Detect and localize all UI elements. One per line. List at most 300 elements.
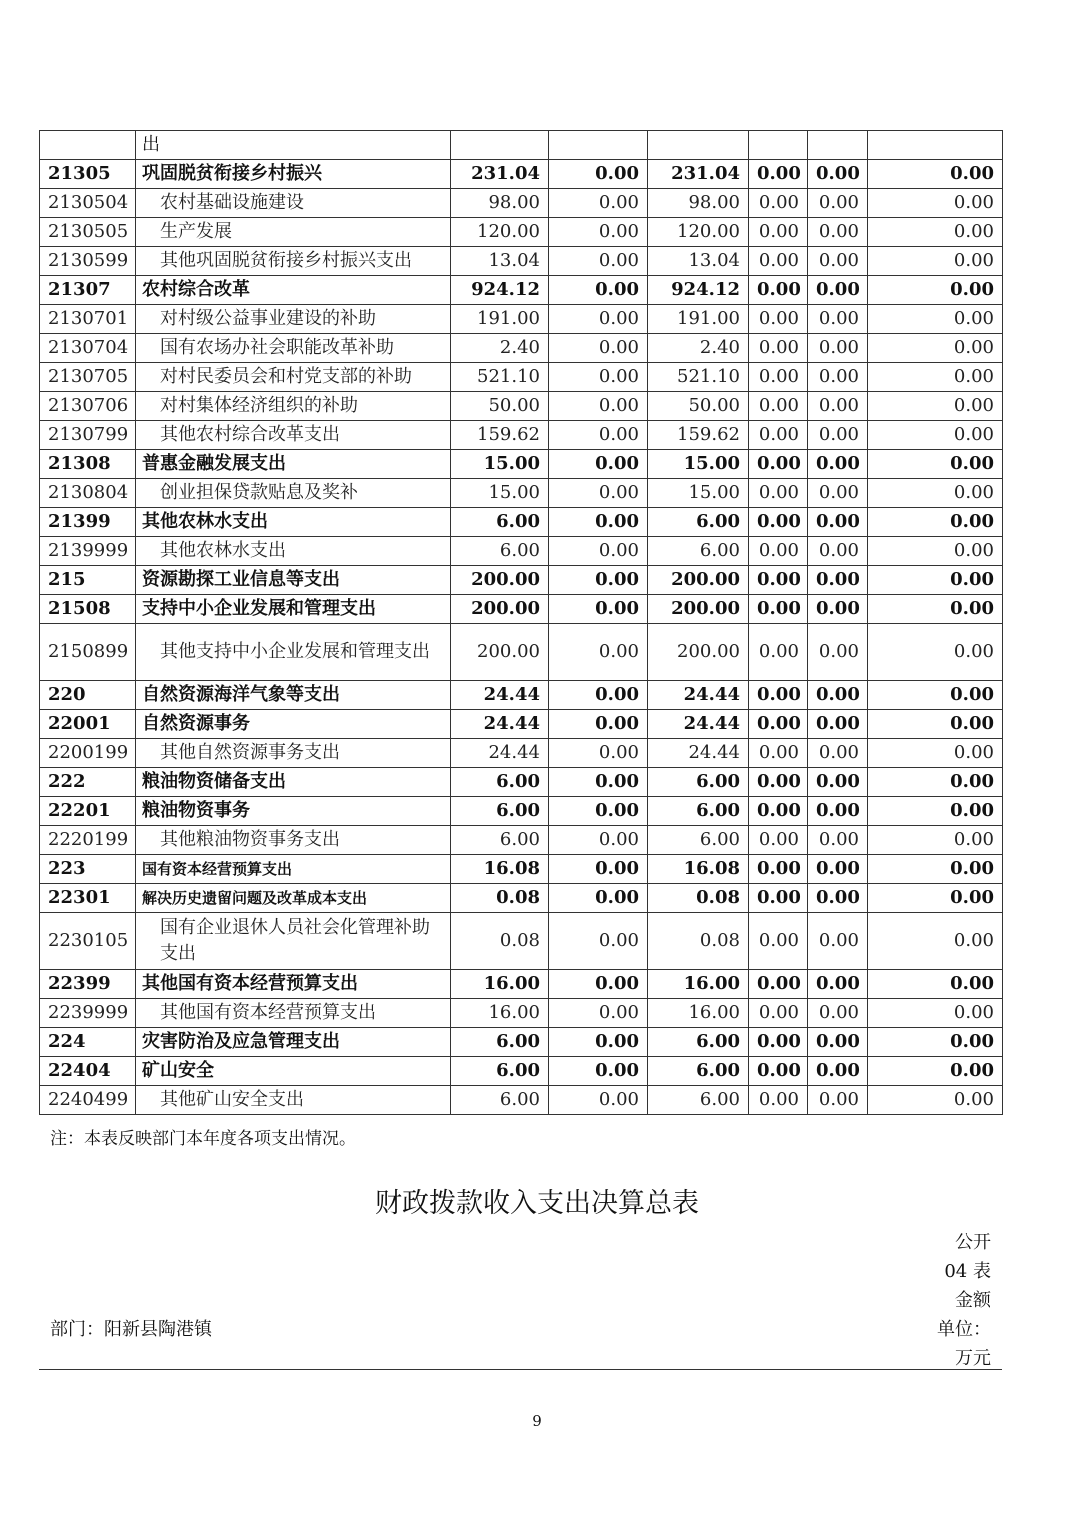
cell-value-4: 0.00 xyxy=(749,421,808,450)
cell-value-3: 521.10 xyxy=(648,363,749,392)
cell-value-5: 0.00 xyxy=(808,1057,868,1086)
cell-value-2: 0.00 xyxy=(549,970,648,999)
cell-value-4: 0.00 xyxy=(749,768,808,797)
cell-value-2: 0.00 xyxy=(549,305,648,334)
cell-value-2: 0.00 xyxy=(549,247,648,276)
cell-value-2: 0.00 xyxy=(549,276,648,305)
cell-value-1: 13.04 xyxy=(451,247,549,276)
cell-code: 2130799 xyxy=(40,421,136,450)
cell-value-1: 6.00 xyxy=(451,508,549,537)
cell-value-4: 0.00 xyxy=(749,566,808,595)
cell-value-1: 231.04 xyxy=(451,160,549,189)
cell-value-3: 16.00 xyxy=(648,999,749,1028)
table-row xyxy=(40,1086,1003,1115)
cell-value-4: 0.00 xyxy=(749,999,808,1028)
table-row xyxy=(40,131,1003,160)
cell-code: 223 xyxy=(40,855,136,884)
table-row xyxy=(40,970,1003,999)
cell-value-6: 0.00 xyxy=(868,797,1003,826)
cell-value-5: 0.00 xyxy=(808,681,868,710)
cell-code: 2130704 xyxy=(40,334,136,363)
cell-value-5 xyxy=(808,131,868,160)
cell-value-3: 24.44 xyxy=(648,710,749,739)
cell-name: 农村基础设施建设 xyxy=(136,189,451,218)
cell-value-4: 0.00 xyxy=(749,1057,808,1086)
cell-value-4: 0.00 xyxy=(749,334,808,363)
cell-name: 其他支持中小企业发展和管理支出 xyxy=(136,624,451,681)
cell-value-4: 0.00 xyxy=(749,797,808,826)
cell-value-5: 0.00 xyxy=(808,479,868,508)
cell-value-4: 0.00 xyxy=(749,508,808,537)
cell-value-2: 0.00 xyxy=(549,508,648,537)
cell-value-6: 0.00 xyxy=(868,537,1003,566)
cell-code: 2230105 xyxy=(40,913,136,970)
cell-value-5: 0.00 xyxy=(808,710,868,739)
cell-name: 国有农场办社会职能改革补助 xyxy=(136,334,451,363)
cell-code: 224 xyxy=(40,1028,136,1057)
table-row xyxy=(40,681,1003,710)
cell-value-6: 0.00 xyxy=(868,913,1003,970)
cell-value-1: 6.00 xyxy=(451,1028,549,1057)
cell-code: 21305 xyxy=(40,160,136,189)
table-row xyxy=(40,305,1003,334)
cell-value-3: 924.12 xyxy=(648,276,749,305)
cell-value-5: 0.00 xyxy=(808,276,868,305)
cell-value-4: 0.00 xyxy=(749,826,808,855)
cell-value-6: 0.00 xyxy=(868,1086,1003,1115)
cell-value-4: 0.00 xyxy=(749,450,808,479)
cell-value-1: 98.00 xyxy=(451,189,549,218)
table-body xyxy=(40,131,1003,1115)
cell-name: 对村民委员会和村党支部的补助 xyxy=(136,363,451,392)
cell-value-2: 0.00 xyxy=(549,479,648,508)
cell-value-2: 0.00 xyxy=(549,421,648,450)
cell-value-5: 0.00 xyxy=(808,970,868,999)
table-row xyxy=(40,160,1003,189)
table-row xyxy=(40,797,1003,826)
cell-value-6: 0.00 xyxy=(868,247,1003,276)
cell-value-4: 0.00 xyxy=(749,363,808,392)
cell-value-2: 0.00 xyxy=(549,334,648,363)
cell-value-1: 24.44 xyxy=(451,710,549,739)
table-row xyxy=(40,855,1003,884)
cell-value-6: 0.00 xyxy=(868,595,1003,624)
cell-value-4: 0.00 xyxy=(749,189,808,218)
cell-value-3: 200.00 xyxy=(648,595,749,624)
cell-value-3: 159.62 xyxy=(648,421,749,450)
cell-value-1: 200.00 xyxy=(451,566,549,595)
table-row xyxy=(40,450,1003,479)
cell-value-4: 0.00 xyxy=(749,537,808,566)
cell-value-2: 0.00 xyxy=(549,189,648,218)
expenditure-table xyxy=(39,130,1003,1115)
cell-code: 2220199 xyxy=(40,826,136,855)
cell-value-4: 0.00 xyxy=(749,1028,808,1057)
cell-value-6 xyxy=(868,131,1003,160)
cell-value-1: 200.00 xyxy=(451,595,549,624)
cell-code: 2130701 xyxy=(40,305,136,334)
table-row xyxy=(40,1057,1003,1086)
cell-value-4: 0.00 xyxy=(749,884,808,913)
table-row xyxy=(40,739,1003,768)
cell-name: 支持中小企业发展和管理支出 xyxy=(136,595,451,624)
table-row xyxy=(40,768,1003,797)
cell-value-3: 120.00 xyxy=(648,218,749,247)
table-row xyxy=(40,363,1003,392)
cell-value-2: 0.00 xyxy=(549,797,648,826)
cell-value-3: 24.44 xyxy=(648,739,749,768)
cell-value-6: 0.00 xyxy=(868,566,1003,595)
table-row xyxy=(40,479,1003,508)
cell-code: 2139999 xyxy=(40,537,136,566)
cell-value-2: 0.00 xyxy=(549,1086,648,1115)
cell-value-5: 0.00 xyxy=(808,624,868,681)
cell-value-4: 0.00 xyxy=(749,595,808,624)
cell-value-2: 0.00 xyxy=(549,681,648,710)
cell-value-6: 0.00 xyxy=(868,826,1003,855)
cell-value-5: 0.00 xyxy=(808,450,868,479)
cell-value-4: 0.00 xyxy=(749,247,808,276)
cell-name: 国有企业退休人员社会化管理补助支出 xyxy=(136,913,451,970)
cell-value-1: 0.08 xyxy=(451,884,549,913)
cell-name: 其他农林水支出 xyxy=(136,508,451,537)
cell-value-5: 0.00 xyxy=(808,363,868,392)
cell-value-5: 0.00 xyxy=(808,855,868,884)
cell-name: 其他粮油物资事务支出 xyxy=(136,826,451,855)
cell-value-1: 24.44 xyxy=(451,681,549,710)
cell-name: 对村集体经济组织的补助 xyxy=(136,392,451,421)
cell-value-3: 50.00 xyxy=(648,392,749,421)
cell-value-4: 0.00 xyxy=(749,739,808,768)
cell-value-1: 50.00 xyxy=(451,392,549,421)
cell-value-2: 0.00 xyxy=(549,160,648,189)
cell-value-1: 159.62 xyxy=(451,421,549,450)
cell-code: 220 xyxy=(40,681,136,710)
cell-name: 灾害防治及应急管理支出 xyxy=(136,1028,451,1057)
cell-value-2: 0.00 xyxy=(549,363,648,392)
cell-value-5: 0.00 xyxy=(808,537,868,566)
cell-value-3: 2.40 xyxy=(648,334,749,363)
cell-value-1: 6.00 xyxy=(451,1057,549,1086)
cell-value-4: 0.00 xyxy=(749,160,808,189)
cell-value-6: 0.00 xyxy=(868,276,1003,305)
cell-name: 农村综合改革 xyxy=(136,276,451,305)
section-title: 财政拨款收入支出决算总表 xyxy=(375,1188,699,1219)
cell-value-2: 0.00 xyxy=(549,826,648,855)
cell-value-5: 0.00 xyxy=(808,999,868,1028)
cell-name: 国有资本经营预算支出 xyxy=(136,855,451,884)
cell-name: 粮油物资储备支出 xyxy=(136,768,451,797)
cell-value-5: 0.00 xyxy=(808,913,868,970)
unit-label-line2: 单位： xyxy=(937,1319,991,1340)
cell-value-5: 0.00 xyxy=(808,826,868,855)
cell-value-3: 6.00 xyxy=(648,1086,749,1115)
cell-code: 22001 xyxy=(40,710,136,739)
cell-value-5: 0.00 xyxy=(808,334,868,363)
cell-value-1: 6.00 xyxy=(451,797,549,826)
cell-value-1: 191.00 xyxy=(451,305,549,334)
cell-name: 其他巩固脱贫衔接乡村振兴支出 xyxy=(136,247,451,276)
cell-code: 222 xyxy=(40,768,136,797)
cell-code xyxy=(40,131,136,160)
cell-value-5: 0.00 xyxy=(808,768,868,797)
cell-value-6: 0.00 xyxy=(868,739,1003,768)
table-row xyxy=(40,710,1003,739)
cell-name: 其他农村综合改革支出 xyxy=(136,421,451,450)
cell-value-1: 16.00 xyxy=(451,970,549,999)
table-row xyxy=(40,537,1003,566)
cell-name: 自然资源海洋气象等支出 xyxy=(136,681,451,710)
cell-value-5: 0.00 xyxy=(808,797,868,826)
cell-value-6: 0.00 xyxy=(868,189,1003,218)
cell-value-6: 0.00 xyxy=(868,421,1003,450)
cell-value-6: 0.00 xyxy=(868,160,1003,189)
cell-name: 其他国有资本经营预算支出 xyxy=(136,970,451,999)
cell-value-2: 0.00 xyxy=(549,1028,648,1057)
cell-name: 创业担保贷款贴息及奖补 xyxy=(136,479,451,508)
cell-value-1: 15.00 xyxy=(451,479,549,508)
cell-value-2: 0.00 xyxy=(549,999,648,1028)
cell-value-1: 0.08 xyxy=(451,913,549,970)
cell-value-1: 6.00 xyxy=(451,537,549,566)
cell-value-3: 13.04 xyxy=(648,247,749,276)
cell-value-2: 0.00 xyxy=(549,1057,648,1086)
table-row xyxy=(40,1028,1003,1057)
cell-code: 2150899 xyxy=(40,624,136,681)
cell-value-6: 0.00 xyxy=(868,218,1003,247)
cell-value-5: 0.00 xyxy=(808,566,868,595)
cell-name: 自然资源事务 xyxy=(136,710,451,739)
cell-value-1: 924.12 xyxy=(451,276,549,305)
cell-value-3 xyxy=(648,131,749,160)
cell-value-3: 6.00 xyxy=(648,508,749,537)
table-tag-line2: 04 表 xyxy=(944,1261,991,1282)
table-row xyxy=(40,884,1003,913)
cell-value-4: 0.00 xyxy=(749,970,808,999)
cell-value-4: 0.00 xyxy=(749,624,808,681)
cell-value-4: 0.00 xyxy=(749,276,808,305)
cell-value-1: 16.08 xyxy=(451,855,549,884)
unit-label-line1: 金额 xyxy=(955,1290,991,1311)
cell-code: 21399 xyxy=(40,508,136,537)
cell-value-6: 0.00 xyxy=(868,508,1003,537)
cell-value-2: 0.00 xyxy=(549,566,648,595)
cell-code: 22201 xyxy=(40,797,136,826)
cell-value-2: 0.00 xyxy=(549,739,648,768)
cell-value-4: 0.00 xyxy=(749,218,808,247)
department-label: 部门：阳新县陶港镇 xyxy=(50,1319,212,1340)
cell-value-2 xyxy=(549,131,648,160)
cell-value-2: 0.00 xyxy=(549,624,648,681)
cell-value-5: 0.00 xyxy=(808,884,868,913)
cell-value-6: 0.00 xyxy=(868,681,1003,710)
cell-value-6: 0.00 xyxy=(868,363,1003,392)
page-number: 9 xyxy=(532,1412,542,1430)
cell-code: 21308 xyxy=(40,450,136,479)
cell-name: 矿山安全 xyxy=(136,1057,451,1086)
cell-code: 2200199 xyxy=(40,739,136,768)
cell-value-5: 0.00 xyxy=(808,189,868,218)
cell-value-1: 2.40 xyxy=(451,334,549,363)
cell-code: 2130505 xyxy=(40,218,136,247)
table-row xyxy=(40,508,1003,537)
cell-value-3: 24.44 xyxy=(648,681,749,710)
cell-value-4: 0.00 xyxy=(749,913,808,970)
cell-value-1: 120.00 xyxy=(451,218,549,247)
cell-value-1: 521.10 xyxy=(451,363,549,392)
cell-value-6: 0.00 xyxy=(868,1028,1003,1057)
cell-name: 其他自然资源事务支出 xyxy=(136,739,451,768)
cell-value-3: 6.00 xyxy=(648,826,749,855)
header-rule xyxy=(39,1369,1002,1370)
cell-value-6: 0.00 xyxy=(868,334,1003,363)
table-row xyxy=(40,421,1003,450)
table-row xyxy=(40,218,1003,247)
cell-name: 巩固脱贫衔接乡村振兴 xyxy=(136,160,451,189)
cell-name: 普惠金融发展支出 xyxy=(136,450,451,479)
cell-code: 2130804 xyxy=(40,479,136,508)
cell-value-4: 0.00 xyxy=(749,479,808,508)
table-tag-line1: 公开 xyxy=(955,1232,991,1253)
cell-value-3: 15.00 xyxy=(648,479,749,508)
table-row xyxy=(40,913,1003,970)
table-row xyxy=(40,595,1003,624)
cell-value-5: 0.00 xyxy=(808,421,868,450)
cell-name: 生产发展 xyxy=(136,218,451,247)
cell-value-3: 6.00 xyxy=(648,537,749,566)
cell-value-3: 0.08 xyxy=(648,913,749,970)
cell-value-1: 200.00 xyxy=(451,624,549,681)
cell-value-2: 0.00 xyxy=(549,855,648,884)
cell-value-3: 6.00 xyxy=(648,797,749,826)
cell-value-3: 98.00 xyxy=(648,189,749,218)
cell-value-5: 0.00 xyxy=(808,392,868,421)
cell-code: 2130705 xyxy=(40,363,136,392)
cell-name: 资源勘探工业信息等支出 xyxy=(136,566,451,595)
cell-code: 22301 xyxy=(40,884,136,913)
cell-code: 2130504 xyxy=(40,189,136,218)
cell-value-3: 231.04 xyxy=(648,160,749,189)
cell-value-5: 0.00 xyxy=(808,1086,868,1115)
cell-value-1: 24.44 xyxy=(451,739,549,768)
cell-name: 其他农林水支出 xyxy=(136,537,451,566)
cell-value-4: 0.00 xyxy=(749,710,808,739)
cell-value-4: 0.00 xyxy=(749,681,808,710)
header-right-block xyxy=(937,1228,991,1373)
cell-code: 2130599 xyxy=(40,247,136,276)
cell-value-2: 0.00 xyxy=(549,450,648,479)
cell-value-3: 0.08 xyxy=(648,884,749,913)
cell-value-6: 0.00 xyxy=(868,970,1003,999)
cell-value-6: 0.00 xyxy=(868,479,1003,508)
cell-value-5: 0.00 xyxy=(808,160,868,189)
table-row xyxy=(40,247,1003,276)
cell-value-4: 0.00 xyxy=(749,392,808,421)
cell-value-1: 15.00 xyxy=(451,450,549,479)
cell-value-3: 200.00 xyxy=(648,566,749,595)
table-row xyxy=(40,334,1003,363)
cell-value-2: 0.00 xyxy=(549,595,648,624)
unit-label-line3: 万元 xyxy=(955,1348,991,1369)
cell-value-5: 0.00 xyxy=(808,305,868,334)
cell-value-1: 6.00 xyxy=(451,1086,549,1115)
cell-value-1: 16.00 xyxy=(451,999,549,1028)
cell-value-5: 0.00 xyxy=(808,508,868,537)
cell-value-3: 6.00 xyxy=(648,1028,749,1057)
cell-name: 解决历史遗留问题及改革成本支出 xyxy=(136,884,451,913)
cell-code: 2239999 xyxy=(40,999,136,1028)
table-row xyxy=(40,189,1003,218)
cell-value-5: 0.00 xyxy=(808,218,868,247)
table-row xyxy=(40,999,1003,1028)
cell-value-1: 6.00 xyxy=(451,826,549,855)
cell-code: 21508 xyxy=(40,595,136,624)
cell-value-3: 16.00 xyxy=(648,970,749,999)
table-row xyxy=(40,276,1003,305)
cell-name: 出 xyxy=(136,131,451,160)
cell-value-2: 0.00 xyxy=(549,710,648,739)
cell-value-2: 0.00 xyxy=(549,884,648,913)
cell-value-6: 0.00 xyxy=(868,1057,1003,1086)
table-row xyxy=(40,392,1003,421)
cell-value-6: 0.00 xyxy=(868,710,1003,739)
cell-value-5: 0.00 xyxy=(808,595,868,624)
cell-value-2: 0.00 xyxy=(549,218,648,247)
cell-name: 其他国有资本经营预算支出 xyxy=(136,999,451,1028)
cell-value-3: 15.00 xyxy=(648,450,749,479)
cell-code: 2130706 xyxy=(40,392,136,421)
cell-value-6: 0.00 xyxy=(868,392,1003,421)
table-note: 注：本表反映部门本年度各项支出情况。 xyxy=(50,1129,356,1149)
table-row xyxy=(40,624,1003,681)
cell-value-5: 0.00 xyxy=(808,1028,868,1057)
cell-value-3: 200.00 xyxy=(648,624,749,681)
cell-code: 21307 xyxy=(40,276,136,305)
cell-value-3: 191.00 xyxy=(648,305,749,334)
cell-value-6: 0.00 xyxy=(868,855,1003,884)
cell-value-4: 0.00 xyxy=(749,305,808,334)
cell-code: 2240499 xyxy=(40,1086,136,1115)
table-row xyxy=(40,826,1003,855)
cell-value-4: 0.00 xyxy=(749,855,808,884)
cell-value-6: 0.00 xyxy=(868,768,1003,797)
cell-name: 对村级公益事业建设的补助 xyxy=(136,305,451,334)
cell-value-6: 0.00 xyxy=(868,305,1003,334)
cell-value-2: 0.00 xyxy=(549,537,648,566)
cell-value-6: 0.00 xyxy=(868,624,1003,681)
cell-value-5: 0.00 xyxy=(808,739,868,768)
cell-value-1: 6.00 xyxy=(451,768,549,797)
cell-value-3: 16.08 xyxy=(648,855,749,884)
cell-value-6: 0.00 xyxy=(868,450,1003,479)
cell-value-2: 0.00 xyxy=(549,392,648,421)
cell-value-3: 6.00 xyxy=(648,1057,749,1086)
cell-value-6: 0.00 xyxy=(868,999,1003,1028)
cell-name: 其他矿山安全支出 xyxy=(136,1086,451,1115)
cell-code: 215 xyxy=(40,566,136,595)
cell-value-6: 0.00 xyxy=(868,884,1003,913)
cell-code: 22399 xyxy=(40,970,136,999)
cell-value-5: 0.00 xyxy=(808,247,868,276)
table-row xyxy=(40,566,1003,595)
cell-value-4 xyxy=(749,131,808,160)
cell-value-2: 0.00 xyxy=(549,913,648,970)
cell-value-2: 0.00 xyxy=(549,768,648,797)
cell-code: 22404 xyxy=(40,1057,136,1086)
cell-value-3: 6.00 xyxy=(648,768,749,797)
cell-value-1 xyxy=(451,131,549,160)
cell-name: 粮油物资事务 xyxy=(136,797,451,826)
